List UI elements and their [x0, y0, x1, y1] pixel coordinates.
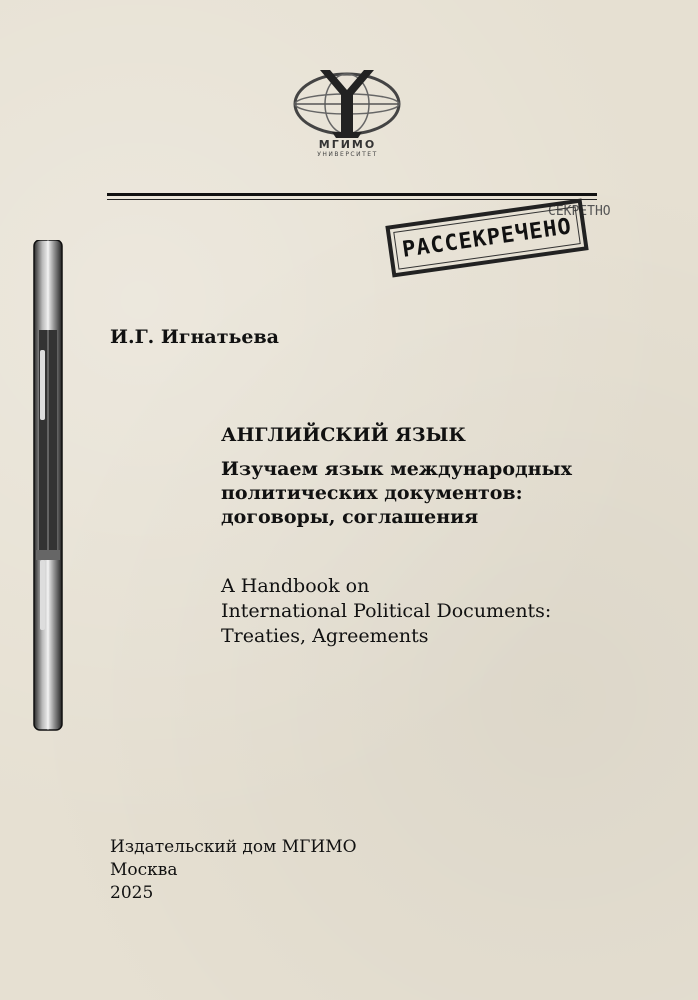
book-subtitle: [221, 457, 572, 529]
declassified-stamp: РАССЕКРЕЧЕНО: [385, 198, 588, 277]
secret-label: СЕКРЕТНО: [548, 204, 611, 219]
publication-year: 2025: [110, 883, 154, 903]
subtitle-line: политических документов:: [221, 482, 523, 504]
book-title: АНГЛИЙСКИЙ ЯЗЫК: [221, 424, 466, 446]
subtitle-line: Изучаем язык международных: [221, 458, 572, 480]
english-title-line: Treaties, Agreements: [221, 625, 429, 647]
english-title-line: International Political Documents:: [221, 600, 552, 622]
english-title-line: A Handbook on: [221, 575, 370, 597]
header-rule: [107, 193, 597, 196]
publisher-block: [110, 836, 357, 905]
author-name: И.Г. Игнатьева: [110, 326, 279, 348]
logo-subtitle: УНИВЕРСИТЕТ: [317, 151, 378, 158]
publisher-city: Москва: [110, 860, 178, 880]
fountain-pen-icon: [28, 240, 68, 740]
logo-title: МГИМО: [318, 138, 377, 151]
english-title: [221, 574, 551, 649]
header-rule-thin: [107, 199, 597, 200]
publisher-name: Издательский дом МГИМО: [110, 837, 357, 857]
subtitle-line: договоры, соглашения: [221, 506, 479, 528]
